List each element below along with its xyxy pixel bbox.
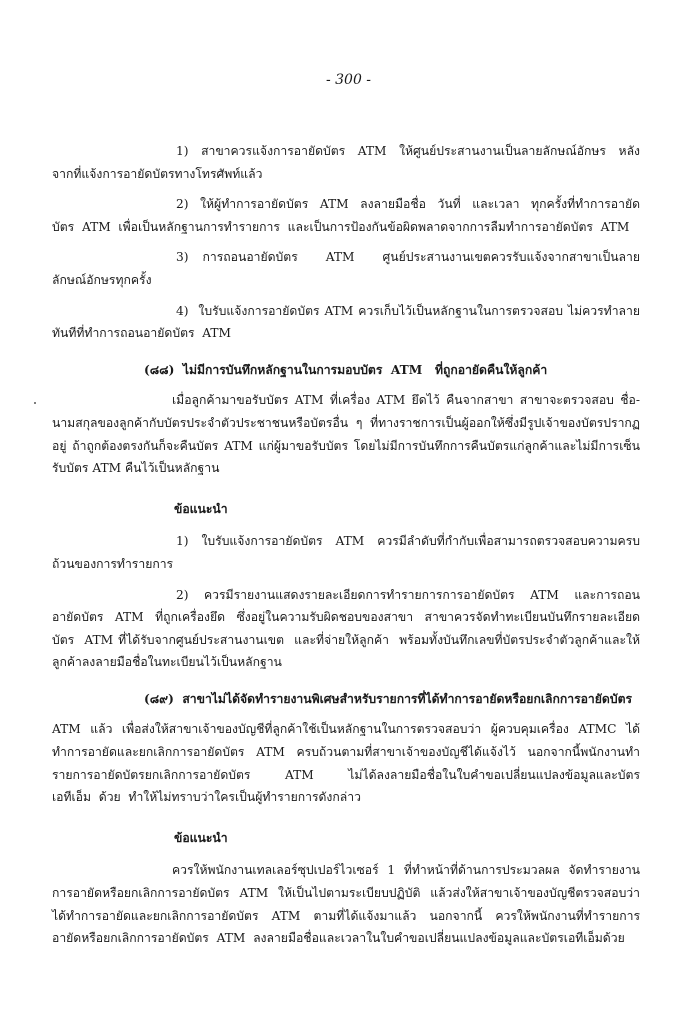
section-89-recommendation-body: ควรให้พนักงานเทลเลอร์ซุปเปอร์ไวเซอร์ 1 ที่ทำหน้าที่ด้านการประมวลผล จัดทำรายงานการอายัดหรือยกเลิกการอายัดบัตร ATM ให้เป็นไปตามระเบียบปฏิบัติ แล้วส่งให้สาขาเจ้าของบัญชีตรวจสอบว่าได้ทำการอายัดและยกเลิกการอายัดบัตร ATM ตามที่ได้แจ้งมาแล้ว นอกจากนี้ ควรให้พนักงานที่ทำรายการอายัดหรือยกเลิกการอายัดบัตร ATM ลงลายมือชื่อและเวลาในใบคำขอเปลี่ยนแปลงข้อมูลและบัตรเอทีเอ็มด้วย xyxy=(52,863,640,946)
list-a-item-1: 1) สาขาควรแจ้งการอายัดบัตร ATM ให้ศูนย์ประสานงานเป็นลายลักษณ์อักษร หลังจากที่แจ้งการอายัดบัตรทางโทรศัพท์แล้ว xyxy=(52,144,640,181)
page-number: - 300 - xyxy=(325,72,372,88)
section-88-recommendation-1: 1) ใบรับแจ้งการอายัดบัตร ATM ควรมีลำดับที่กำกับเพื่อสามารถตรวจสอบความครบถ้วนของการทำรายการ xyxy=(52,534,640,571)
list-a-item-2: 2) ให้ผู้ทำการอายัดบัตร ATM ลงลายมือชื่อ วันที่ และเวลา ทุกครั้งที่ทำการอายัดบัตร ATM เพื่อเป็นหลักฐานการทำรายการ และเป็นการป้องกันข้อผิดพลาดจากการลืมทำการอายัดบัตร ATM xyxy=(52,197,640,234)
section-88-recommendation-heading: ข้อแนะนำ xyxy=(174,501,228,516)
section-89-heading: (๘๙) สาขาไม่ได้จัดทำรายงานพิเศษสำหรับรายการที่ได้ทำการอายัดหรือยกเลิกการอายัดบัตร xyxy=(144,691,633,706)
document-body xyxy=(52,140,640,958)
section-89-body: ATM แล้ว เพื่อส่งให้สาขาเจ้าของบัญชีที่ลูกค้าใช้เป็นหลักฐานในการตรวจสอบว่า ผู้ควบคุมเครื่อง ATMC ได้ทำการอายัดและยกเลิกการอายัดบัตร ATM ครบถ้วนตามที่สาขาเจ้าของบัญชีได้แจ้งไว้ นอกจากนี้พนักงานทำรายการอายัดบัตรยกเลิกการอายัดบัตร ATM ไม่ได้ลงลายมือชื่อในใบคำขอเปลี่ยนแปลงข้อมูลและบัตรเอทีเอ็ม ด้วย ทำให้ไม่ทราบว่าใครเป็นผู้ทำรายการดังกล่าว xyxy=(52,722,640,805)
section-88-heading: (๘๘) ไม่มีการบันทึกหลักฐานในการมอบบัตร ATM ที่ถูกอายัดคืนให้ลูกค้า xyxy=(144,362,548,377)
section-89-recommendation-heading: ข้อแนะนำ xyxy=(174,830,228,845)
section-88-recommendation-2: 2) ควรมีรายงานแสดงรายละเอียดการทำรายการการอายัดบัตร ATM และการถอนอายัดบัตร ATM ที่ถูกเครื่องยึด ซึ่งอยู่ในความรับผิดชอบของสาขา สาขาควรจัดทำทะเบียนบันทึกรายละเอียดบัตร ATM ที่ได้รับจากศูนย์ประสานงานเขต และที่จ่ายให้ลูกค้า พร้อมทั้งบันทึกเลขที่บัตรประจำตัวลูกค้าและให้ลูกค้าลงลายมือชื่อในทะเบียนไว้เป็นหลักฐาน xyxy=(52,587,640,670)
list-a-item-3: 3) การถอนอายัดบัตร ATM ศูนย์ประสานงานเขตควรรับแจ้งจากสาขาเป็นลายลักษณ์อักษรทุกครั้ง xyxy=(52,250,640,287)
scan-speck xyxy=(34,402,36,404)
list-a-item-4: 4) ใบรับแจ้งการอายัดบัตร ATM ควรเก็บไว้เป็นหลักฐานในการตรวจสอบ ไม่ควรทำลายทันทีที่ทำการถอนอายัดบัตร ATM xyxy=(52,303,640,341)
section-88-body: เมื่อลูกค้ามาขอรับบัตร ATM ที่เครื่อง ATM ยึดไว้ คืนจากสาขา สาขาจะตรวจสอบ ชื่อ-นามสกุลของลูกค้ากับบัตรประจำตัวประชาชนหรือบัตรอื่น ๆ ที่ทางราชการเป็นผู้ออกให้ซึ่งมีรูปเจ้าของบัตรปรากฏอยู่ ถ้าถูกต้องตรงกันก็จะคืนบัตร ATM แก่ผู้มาขอรับบัตร โดยไม่มีการบันทึกการคืนบัตรแก่ลูกค้าและไม่มีการเซ็นรับบัตร ATM คืนไว้เป็นหลักฐาน xyxy=(52,393,640,476)
